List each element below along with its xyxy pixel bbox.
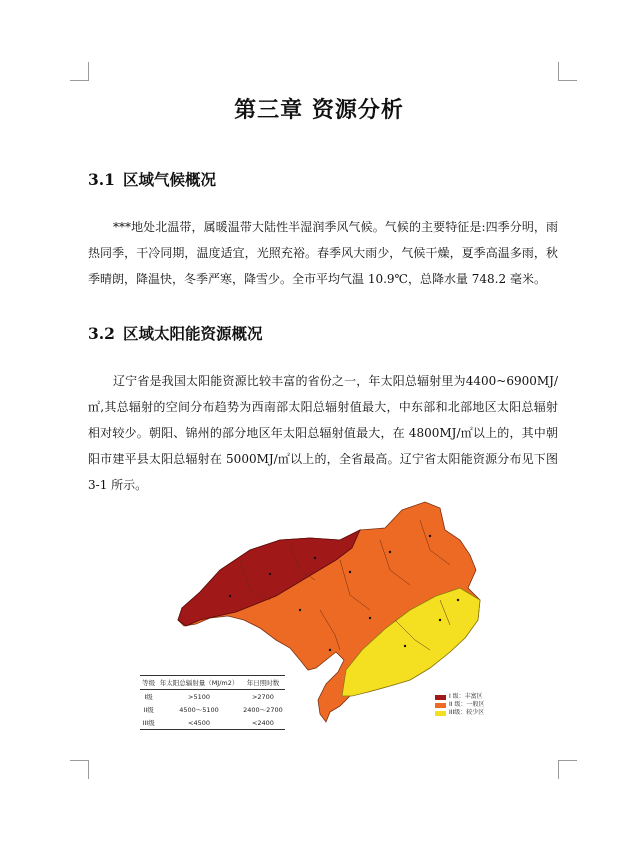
table-cell: 2400～2700 <box>243 706 283 714</box>
table-cell: III级 <box>142 719 155 727</box>
legend-label: II 级：一般区 <box>449 701 485 708</box>
chapter-title: 第三章 资源分析 <box>234 97 404 123</box>
table-row <box>140 703 285 716</box>
section-number: 3.1 <box>88 170 115 189</box>
section-heading-3-1 <box>88 168 216 190</box>
table-cell: <2400 <box>251 718 274 727</box>
table-cell: II级 <box>143 706 154 714</box>
crop-mark-bottom-right <box>558 760 577 779</box>
section-title: 区域太阳能资源概况 <box>122 324 263 343</box>
crop-mark-top-left <box>70 62 89 81</box>
table-cell: >5100 <box>188 692 211 701</box>
table-row <box>140 716 285 730</box>
table-cell: >2700 <box>251 692 274 701</box>
legend-item <box>435 709 484 717</box>
legend-swatch <box>435 703 446 708</box>
climate-paragraph: ***地处北温带，属暖温带大陆性半湿润季风气候。气候的主要特征是:四季分明，雨热同季，干冷同期，温度适宜，光照充裕。春季风大雨少，气候干燥，夏季高温多雨，秋季晴朗，降温快，冬季严寒，降雪少。全市平均气温 10.9℃，总降水量 748.2 毫米。 <box>88 220 558 286</box>
section-number: 3.2 <box>88 324 115 343</box>
radiation-grade-table <box>140 675 285 730</box>
section-heading-3-2 <box>88 322 262 344</box>
legend-item <box>435 693 484 701</box>
table-header-row <box>140 676 285 690</box>
table-cell: I级 <box>144 693 153 701</box>
legend-item <box>435 701 484 709</box>
table-cell: <4500 <box>188 718 211 727</box>
legend-label: III级：较少区 <box>449 709 485 716</box>
legend-swatch <box>435 711 446 716</box>
table-cell: 4500～5100 <box>179 706 219 714</box>
legend-swatch <box>435 695 446 700</box>
solar-paragraph: 辽宁省是我国太阳能资源比较丰富的省份之一，年太阳总辐射里为4400~6900MJ/㎡,其总辐射的空间分布趋势为西南部太阳总辐射值最大，中东部和北部地区太阳总辐射相对较少。朝阳、锦州的部分地区年太阳总辐射值最大，在 4800MJ/㎡以上的，其中朝阳市建平县太阳总辐射在 5000MJ/㎡以上的，全省最高。辽宁省太阳能资源分布见下图3-1 所示。 <box>88 374 558 492</box>
column-header: 年日照时数 <box>246 679 280 687</box>
map-legend <box>435 693 484 717</box>
column-header: 年太阳总辐射量（MJ/m2） <box>159 679 239 687</box>
crop-mark-bottom-left <box>70 760 89 779</box>
crop-mark-top-right <box>558 62 577 81</box>
table-row <box>140 690 285 704</box>
legend-label: I 级：丰富区 <box>449 693 483 700</box>
section-title: 区域气候概况 <box>122 170 216 189</box>
column-header: 等级 <box>142 679 156 687</box>
